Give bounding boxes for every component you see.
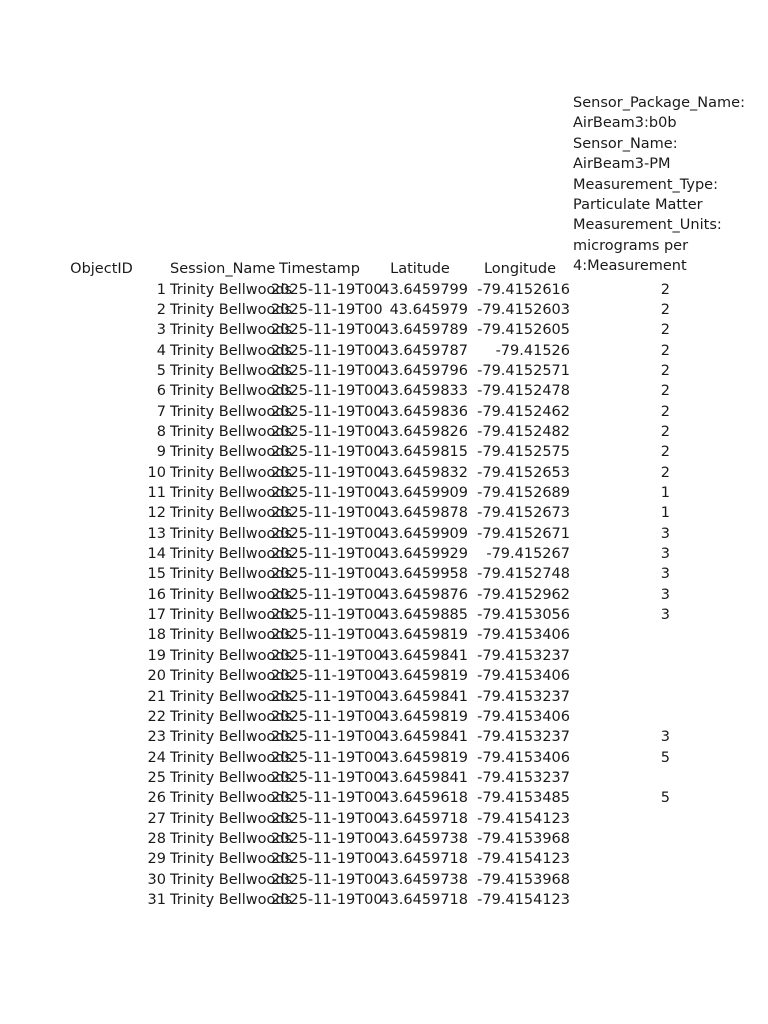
- cell-objectid: 15: [147, 566, 166, 583]
- cell-session-name: Trinity Bellwoods: [170, 444, 293, 461]
- cell-session-name: Trinity Bellwoods: [170, 810, 293, 827]
- cell-latitude: 43.6459815: [380, 444, 468, 461]
- cell-measurement: [570, 768, 672, 788]
- header-timestamp: Timestamp: [279, 261, 360, 277]
- cell-latitude: 43.6459787: [380, 342, 468, 359]
- cell-latitude: 43.645979: [389, 301, 468, 318]
- cell-latitude: 43.6459819: [380, 708, 468, 725]
- cell-measurement: 2: [660, 342, 670, 359]
- cell-session-name: Trinity Bellwoods: [170, 546, 293, 563]
- cell-objectid: 2: [156, 301, 166, 318]
- cell-objectid: 30: [147, 871, 166, 888]
- cell-longitude: -79.4153237: [477, 688, 570, 705]
- cell-measurement: 2: [660, 464, 670, 481]
- cell-timestamp: 2025-11-19T00: [271, 505, 383, 522]
- cell-latitude: 43.6459909: [380, 485, 468, 501]
- cell-longitude: -79.4153485: [477, 790, 570, 807]
- cell-measurement: 2: [660, 301, 670, 318]
- cell-latitude: 43.6459841: [380, 769, 468, 786]
- cell-latitude: 43.6459796: [380, 362, 468, 379]
- cell-timestamp: 2025-11-19T00: [271, 362, 383, 379]
- cell-objectid: 7: [156, 403, 166, 420]
- cell-objectid: 16: [147, 586, 166, 603]
- cell-timestamp: 2025-11-19T00: [271, 871, 383, 888]
- cell-measurement: 1: [660, 505, 670, 522]
- cell-longitude: -79.4152571: [477, 362, 570, 379]
- cell-measurement: 3: [660, 729, 670, 746]
- cell-longitude: -79.4152653: [477, 464, 570, 481]
- cell-measurement: 3: [660, 607, 670, 624]
- cell-timestamp: 2025-11-19T00: [271, 281, 383, 298]
- cell-measurement: 3: [660, 586, 670, 603]
- cell-objectid: 3: [156, 322, 166, 339]
- cell-longitude: -79.4153968: [477, 871, 570, 888]
- cell-latitude: 43.6459738: [380, 871, 468, 888]
- cell-session-name: Trinity Bellwoods: [170, 566, 293, 583]
- cell-timestamp: 2025-11-19T00: [271, 403, 383, 420]
- cell-session-name: Trinity Bellwoods: [170, 729, 293, 746]
- cell-latitude: 43.6459876: [380, 586, 468, 603]
- cell-longitude: -79.4152673: [477, 505, 570, 522]
- cell-longitude: -79.4152575: [477, 444, 570, 461]
- cell-session-name: Trinity Bellwoods: [170, 383, 293, 400]
- cell-session-name: Trinity Bellwoods: [170, 851, 293, 868]
- cell-objectid: 1: [156, 281, 166, 298]
- cell-latitude: 43.6459885: [380, 607, 468, 624]
- cell-timestamp: 2025-11-19T00: [271, 729, 383, 746]
- cell-timestamp: 2025-11-19T00: [271, 830, 383, 847]
- cell-latitude: 43.6459841: [380, 729, 468, 746]
- cell-longitude: -79.4152962: [477, 586, 570, 603]
- cell-session-name: Trinity Bellwoods: [170, 505, 293, 522]
- cell-longitude: -79.4153237: [477, 647, 570, 664]
- cell-measurement: [570, 646, 672, 666]
- cell-measurement: 2: [660, 362, 670, 379]
- cell-measurement: [570, 870, 672, 890]
- cell-latitude: 43.6459836: [380, 403, 468, 420]
- cell-session-name: Trinity Bellwoods: [170, 342, 293, 359]
- cell-session-name: Trinity Bellwoods: [170, 586, 293, 603]
- cell-measurement: [570, 666, 672, 686]
- cell-longitude: -79.4153237: [477, 729, 570, 746]
- cell-objectid: 26: [147, 790, 166, 807]
- cell-session-name: Trinity Bellwoods: [170, 708, 293, 725]
- cell-timestamp: 2025-11-19T00: [271, 627, 383, 644]
- cell-latitude: 43.6459738: [380, 830, 468, 847]
- cell-longitude: -79.4152478: [477, 383, 570, 400]
- header-latitude: Latitude: [390, 261, 450, 277]
- cell-objectid: 29: [147, 851, 166, 868]
- cell-longitude: -79.415267: [486, 546, 570, 563]
- cell-latitude: 43.6459958: [380, 566, 468, 583]
- cell-timestamp: 2025-11-19T00: [271, 444, 383, 461]
- measurement-header-line: Measurement_Units:: [573, 217, 722, 234]
- cell-timestamp: 2025-11-19T00: [271, 769, 383, 786]
- cell-timestamp: 2025-11-19T00: [271, 342, 383, 359]
- cell-measurement: 2: [660, 322, 670, 339]
- cell-timestamp: 2025-11-19T00: [271, 485, 383, 501]
- cell-measurement: 2: [660, 444, 670, 461]
- cell-measurement: 5: [660, 749, 670, 766]
- cell-session-name: Trinity Bellwoods: [170, 281, 293, 298]
- cell-timestamp: 2025-11-19T00: [271, 851, 383, 868]
- cell-latitude: 43.6459826: [380, 423, 468, 440]
- cell-objectid: 21: [147, 688, 166, 705]
- cell-measurement: 2: [660, 423, 670, 440]
- cell-measurement: 3: [660, 566, 670, 583]
- cell-longitude: -79.4153406: [477, 668, 570, 685]
- cell-session-name: Trinity Bellwoods: [170, 403, 293, 420]
- cell-longitude: -79.4152603: [477, 301, 570, 318]
- cell-longitude: -79.41526: [495, 342, 570, 359]
- cell-session-name: Trinity Bellwoods: [170, 668, 293, 685]
- header-session-name: Session_Name: [170, 261, 276, 277]
- cell-session-name: Trinity Bellwoods: [170, 790, 293, 807]
- cell-session-name: Trinity Bellwoods: [170, 688, 293, 705]
- cell-objectid: 24: [147, 749, 166, 766]
- cell-longitude: -79.4154123: [477, 851, 570, 868]
- cell-session-name: Trinity Bellwoods: [170, 627, 293, 644]
- cell-latitude: 43.6459799: [380, 281, 468, 298]
- cell-latitude: 43.6459841: [380, 647, 468, 664]
- cell-timestamp: 2025-11-19T00: [271, 586, 383, 603]
- cell-objectid: 20: [147, 668, 166, 685]
- measurement-header-line: 4:Measurement: [573, 258, 687, 275]
- cell-timestamp: 2025-11-19T00: [271, 749, 383, 766]
- cell-objectid: 27: [147, 810, 166, 827]
- measurement-header-line: micrograms per: [573, 237, 689, 254]
- cell-longitude: -79.4152462: [477, 403, 570, 420]
- measurement-header-line: AirBeam3-PM: [573, 156, 671, 173]
- cell-objectid: 14: [147, 546, 166, 563]
- cell-longitude: -79.4153237: [477, 769, 570, 786]
- cell-session-name: Trinity Bellwoods: [170, 769, 293, 786]
- cell-latitude: 43.6459878: [380, 505, 468, 522]
- cell-measurement: 5: [660, 790, 670, 807]
- cell-measurement: 3: [660, 546, 670, 563]
- cell-timestamp: 2025-11-19T00: [271, 892, 383, 908]
- cell-latitude: 43.6459833: [380, 383, 468, 400]
- cell-timestamp: 2025-11-19T00: [271, 810, 383, 827]
- cell-timestamp: 2025-11-19T00: [271, 668, 383, 685]
- cell-timestamp: 2025-11-19T00: [271, 566, 383, 583]
- cell-objectid: 22: [147, 708, 166, 725]
- cell-timestamp: 2025-11-19T00: [271, 322, 383, 339]
- cell-longitude: -79.4152748: [477, 566, 570, 583]
- cell-measurement: 2: [660, 403, 670, 420]
- cell-latitude: 43.6459718: [380, 810, 468, 827]
- cell-longitude: -79.4152482: [477, 423, 570, 440]
- header-objectid: ObjectID: [70, 261, 133, 277]
- cell-longitude: -79.4154123: [477, 892, 570, 908]
- cell-latitude: 43.6459819: [380, 749, 468, 766]
- cell-session-name: Trinity Bellwoods: [170, 892, 293, 908]
- cell-objectid: 4: [156, 342, 166, 359]
- cell-latitude: 43.6459789: [380, 322, 468, 339]
- cell-measurement: 2: [660, 281, 670, 298]
- cell-latitude: 43.6459819: [380, 668, 468, 685]
- cell-longitude: -79.4152689: [477, 485, 570, 501]
- measurement-header-line: AirBeam3:b0b: [573, 115, 677, 132]
- cell-session-name: Trinity Bellwoods: [170, 464, 293, 481]
- cell-objectid: 12: [147, 505, 166, 522]
- measurement-header-line: Sensor_Name:: [573, 135, 678, 152]
- cell-longitude: -79.4152671: [477, 525, 570, 542]
- cell-longitude: -79.4153406: [477, 708, 570, 725]
- cell-timestamp: 2025-11-19T00: [271, 546, 383, 563]
- cell-measurement: [570, 890, 672, 910]
- cell-measurement: 2: [660, 383, 670, 400]
- cell-timestamp: 2025-11-19T00: [271, 423, 383, 440]
- measurement-header-line: Sensor_Package_Name:: [573, 95, 745, 111]
- cell-longitude: -79.4154123: [477, 810, 570, 827]
- cell-objectid: 17: [147, 607, 166, 624]
- cell-measurement: [570, 707, 672, 727]
- cell-objectid: 6: [156, 383, 166, 400]
- cell-session-name: Trinity Bellwoods: [170, 830, 293, 847]
- cell-latitude: 43.6459841: [380, 688, 468, 705]
- cell-latitude: 43.6459718: [380, 892, 468, 908]
- cell-objectid: 10: [147, 464, 166, 481]
- cell-objectid: 8: [156, 423, 166, 440]
- cell-objectid: 28: [147, 830, 166, 847]
- cell-latitude: 43.6459618: [380, 790, 468, 807]
- cell-timestamp: 2025-11-19T00: [271, 647, 383, 664]
- cell-objectid: 25: [147, 769, 166, 786]
- cell-longitude: -79.4153056: [477, 607, 570, 624]
- cell-timestamp: 2025-11-19T00: [271, 790, 383, 807]
- cell-session-name: Trinity Bellwoods: [170, 362, 293, 379]
- cell-session-name: Trinity Bellwoods: [170, 749, 293, 766]
- cell-longitude: -79.4153406: [477, 627, 570, 644]
- cell-session-name: Trinity Bellwoods: [170, 301, 293, 318]
- cell-session-name: Trinity Bellwoods: [170, 423, 293, 440]
- cell-latitude: 43.6459718: [380, 851, 468, 868]
- cell-session-name: Trinity Bellwoods: [170, 525, 293, 542]
- cell-objectid: 5: [156, 362, 166, 379]
- measurement-header-line: Measurement_Type:: [573, 176, 718, 193]
- cell-objectid: 19: [147, 647, 166, 664]
- cell-longitude: -79.4152616: [477, 281, 570, 298]
- measurement-header-line: Particulate Matter: [573, 196, 703, 213]
- cell-latitude: 43.6459909: [380, 525, 468, 542]
- measurement-header-block: [570, 93, 745, 277]
- cell-session-name: Trinity Bellwoods: [170, 607, 293, 624]
- cell-timestamp: 2025-11-19T00: [271, 607, 383, 624]
- cell-timestamp: 2025-11-19T00: [271, 383, 383, 400]
- header-longitude: Longitude: [483, 261, 557, 277]
- cell-measurement: [570, 687, 672, 707]
- cell-objectid: 23: [147, 729, 166, 746]
- cell-latitude: 43.6459929: [380, 546, 468, 563]
- cell-measurement: [570, 625, 672, 645]
- cell-measurement: 1: [660, 485, 670, 501]
- cell-timestamp: 2025-11-19T00: [271, 301, 383, 318]
- cell-objectid: 18: [147, 627, 166, 644]
- cell-session-name: Trinity Bellwoods: [170, 647, 293, 664]
- cell-objectid: 9: [156, 444, 166, 461]
- cell-timestamp: 2025-11-19T00: [271, 525, 383, 542]
- cell-longitude: -79.4153968: [477, 830, 570, 847]
- cell-objectid: 13: [147, 525, 166, 542]
- cell-measurement: [570, 849, 672, 869]
- cell-measurement: [570, 829, 672, 849]
- cell-timestamp: 2025-11-19T00: [271, 708, 383, 725]
- cell-measurement: [570, 809, 672, 829]
- cell-longitude: -79.4153406: [477, 749, 570, 766]
- cell-objectid: 11: [147, 485, 166, 501]
- cell-longitude: -79.4152605: [477, 322, 570, 339]
- cell-objectid: 31: [147, 892, 166, 908]
- cell-timestamp: 2025-11-19T00: [271, 688, 383, 705]
- cell-measurement: 3: [660, 525, 670, 542]
- cell-session-name: Trinity Bellwoods: [170, 871, 293, 888]
- cell-session-name: Trinity Bellwoods: [170, 485, 293, 501]
- cell-latitude: 43.6459832: [380, 464, 468, 481]
- cell-latitude: 43.6459819: [380, 627, 468, 644]
- cell-session-name: Trinity Bellwoods: [170, 322, 293, 339]
- cell-timestamp: 2025-11-19T00: [271, 464, 383, 481]
